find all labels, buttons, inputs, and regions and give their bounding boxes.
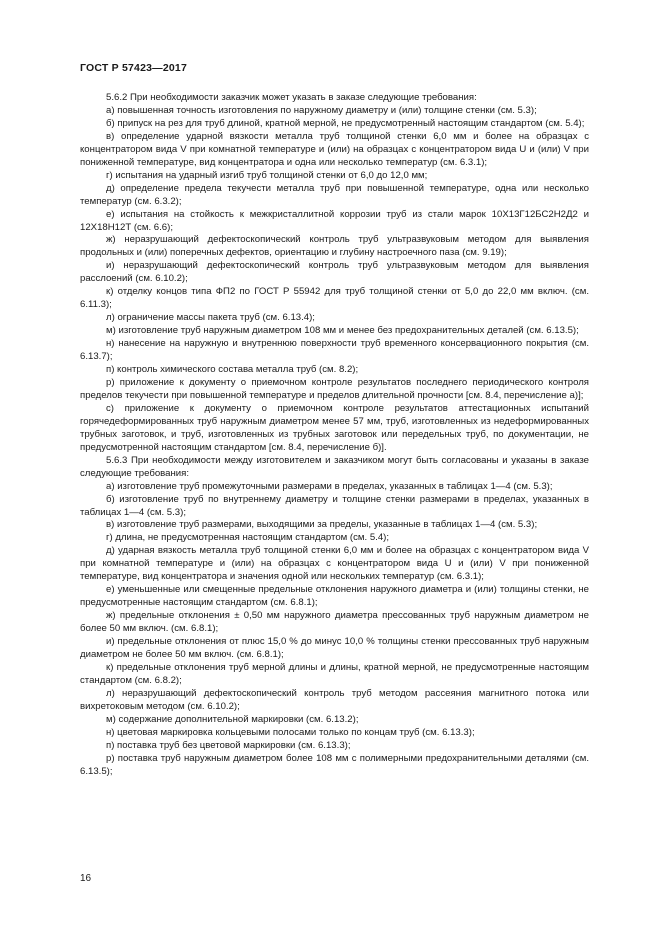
list-item: е) уменьшенные или смещенные предельные отклонения наружного диаметра и (или) толщины стенки, не предусмотренные настоящим стандартом (см. 6.8.1); xyxy=(80,584,589,609)
document-header: ГОСТ Р 57423—2017 xyxy=(80,62,188,74)
list-item: г) испытания на ударный изгиб труб толщиной стенки от 6,0 до 12,0 мм; xyxy=(106,169,428,181)
list-item: д) ударная вязкость металла труб толщиной стенки 6,0 мм и более на образцах с концентратором вида V при комнатной температуре и (или) на образцах с концентратором вида U и (или) V при пониженной температуре, вид концентратора и значения одной или нескольких температур (см. 6.3.1); xyxy=(80,545,589,583)
list-item: а) повышенная точность изготовления по наружному диаметру и (или) толщине стенки (см. 5.3); xyxy=(106,104,537,116)
list-item: р) приложение к документу о приемочном контроле результатов последнего периодического контроля пределов текучести при повышенной температуре и пределов длительной прочности [см. 8.4, перечисление а)]; xyxy=(80,376,589,401)
paragraph-5-6-3: 5.6.3 При необходимости между изготовителем и заказчиком могут быть согласованы и указаны в заказе следующие требования: xyxy=(80,454,589,479)
list-item: н) цветовая маркировка кольцевыми полосами только по концам труб (см. 6.13.3); xyxy=(106,726,475,738)
list-item: б) изготовление труб по внутреннему диаметру и толщине стенки размерами в пределах, указанных в таблицах 1—4 (см. 5.3); xyxy=(80,493,589,518)
list-item: л) ограничение массы пакета труб (см. 6.13.4); xyxy=(106,312,315,324)
list-item: и) неразрушающий дефектоскопический контроль труб ультразвуковым методом для выявления расслоений (см. 6.10.2); xyxy=(80,260,589,285)
list-item: к) отделку концов типа ФП2 по ГОСТ Р 55942 для труб толщиной стенки от 5,0 до 22,0 мм включ. (см. 6.11.3); xyxy=(80,286,589,311)
list-item: в) определение ударной вязкости металла труб толщиной стенки 6,0 мм и более на образцах с концентратором вида V при комнатной температуре и (или) на образцах с концентратором вида U и (или) V при пониженной температуре, вид концентратора и одна или несколько температур (см. 6.3.1); xyxy=(80,130,589,168)
list-item: к) предельные отклонения труб мерной длины и длины, кратной мерной, не предусмотренные настоящим стандартом (см. 6.8.2); xyxy=(80,661,589,686)
document-body xyxy=(80,92,589,779)
list-item: н) нанесение на наружную и внутреннюю поверхности труб временного консервационного покрытия (см. 6.13.7); xyxy=(80,338,589,363)
list-item: в) изготовление труб размерами, выходящими за пределы, указанные в таблицах 1—4 (см. 5.3); xyxy=(106,519,538,531)
list-item: м) содержание дополнительной маркировки (см. 6.13.2); xyxy=(106,713,359,725)
list-item: б) припуск на рез для труб длиной, кратной мерной, не предусмотренный настоящим стандартом (см. 5.4); xyxy=(106,117,585,129)
list-item: е) испытания на стойкость к межкристаллитной коррозии труб из стали марок 10Х13Г12БС2Н2Д2 и 12Х18Н12Т (см. 6.6); xyxy=(80,208,589,233)
list-item: м) изготовление труб наружным диаметром 108 мм и менее без предохранительных деталей (см. 6.13.5); xyxy=(106,325,579,337)
paragraph-5-6-2: 5.6.2 При необходимости заказчик может указать в заказе следующие требования: xyxy=(106,92,477,103)
list-item: д) определение предела текучести металла труб при повышенной температуре, одна или несколько температур (см. 6.3.2); xyxy=(80,182,589,207)
page-number: 16 xyxy=(80,873,92,884)
list-item: п) поставка труб без цветовой маркировки (см. 6.13.3); xyxy=(106,739,351,751)
list-item: г) длина, не предусмотренная настоящим стандартом (см. 5.4); xyxy=(106,532,390,544)
list-item: п) контроль химического состава металла труб (см. 8.2); xyxy=(106,364,359,376)
list-item: ж) предельные отклонения ± 0,50 мм наружного диаметра прессованных труб наружным диаметром не более 50 мм включ. (см. 6.8.1); xyxy=(80,610,589,635)
list-item: а) изготовление труб промежуточными размерами в пределах, указанных в таблицах 1—4 (см. 5.3); xyxy=(106,480,553,492)
list-item: л) неразрушающий дефектоскопический контроль труб методом рассеяния магнитного потока или вихретоковым методом (см. 6.10.2); xyxy=(80,687,589,712)
list-item: р) поставка труб наружным диаметром более 108 мм с полимерными предохранительными деталями (см. 6.13.5); xyxy=(80,752,589,777)
list-item: ж) неразрушающий дефектоскопический контроль труб ультразвуковым методом для выявления продольных и (или) поперечных дефектов, ориентацию и глубину настроечного паза (см. 9.19); xyxy=(80,234,589,259)
list-item: и) предельные отклонения от плюс 15,0 % до минус 10,0 % толщины стенки прессованных труб наружным диаметром не более 50 мм включ. (см. 6.8.1); xyxy=(80,636,589,660)
list-item: с) приложение к документу о приемочном контроле результатов аттестационных испытаний горячедеформированных труб наружным диаметром менее 57 мм, труб, изготовленных из недеформированных трубных заготовок, и труб, изготовленных из трубных заготовок или передельных труб, по документации, не предусмотренной настоящим стандартом [см. 8.4, перечисление б)]. xyxy=(80,402,589,453)
